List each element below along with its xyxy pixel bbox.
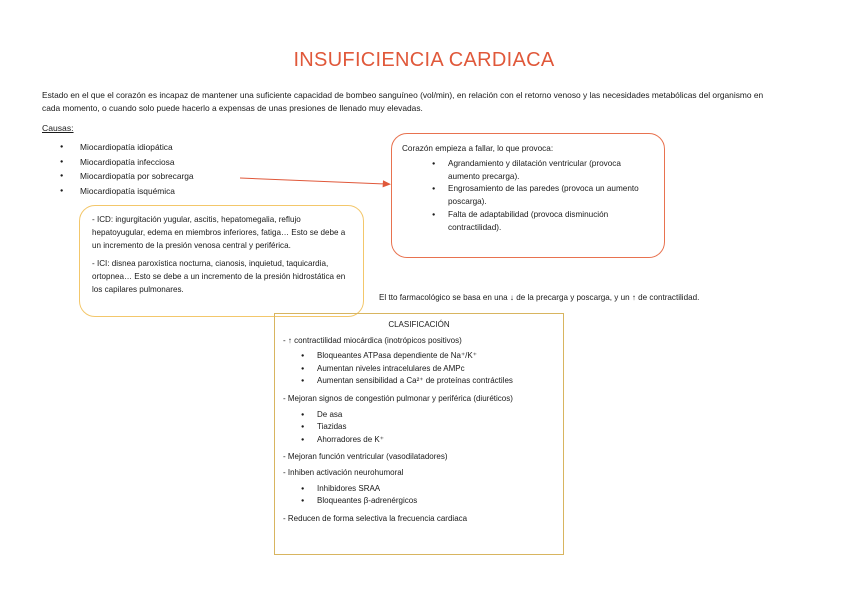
icd-text: - ICD: ingurgitación yugular, ascitis, hepatomegalia, reflujo hepatoyugular, edema en miembros inferiores, fatiga… Esto se debe a un incremento de la presión venosa central y periférica. bbox=[92, 215, 346, 250]
list-item: ● Bloqueantes ATPasa dependiente de Na⁺/K⁺ bbox=[283, 350, 555, 363]
causas-list bbox=[60, 140, 194, 198]
group-title: - Mejoran función ventricular (vasodilatadores) bbox=[283, 452, 448, 462]
fallo-list bbox=[402, 158, 654, 235]
ici-text: - ICI: disnea paroxística nocturna, cianosis, inquietud, taquicardia, ortopnea… Esto se debe a un incremento de la presión hidrostática en los capilares pulmonares. bbox=[92, 259, 346, 294]
fallo-header: Corazón empieza a fallar, lo que provoca: bbox=[402, 144, 554, 153]
list-item: ● Ahorradores de K⁺ bbox=[283, 434, 555, 447]
tratamiento-text: El tto farmacológico se basa en una ↓ de la precarga y poscarga, y un ↑ de contractilidad. bbox=[379, 293, 700, 302]
group-list bbox=[283, 409, 555, 447]
sintomas-box bbox=[79, 205, 364, 317]
arrow-right-icon bbox=[240, 173, 392, 189]
group-title: - Inhiben activación neurohumoral bbox=[283, 467, 404, 477]
list-item: ● Aumentan niveles intracelulares de AMPc bbox=[283, 363, 555, 376]
list-item: ● De asa bbox=[283, 409, 555, 422]
causas-label: Causas: bbox=[42, 123, 74, 133]
list-item: ● Miocardiopatía por sobrecarga bbox=[60, 169, 194, 184]
list-item: ● Agrandamiento y dilatación ventricular (provoca aumento precarga). bbox=[402, 158, 654, 184]
list-item: ● Miocardiopatía infecciosa bbox=[60, 155, 194, 170]
list-item: ● Inhibidores SRAA bbox=[283, 483, 555, 496]
list-item: ● Engrosamiento de las paredes (provoca un aumento poscarga). bbox=[402, 183, 654, 209]
list-item: ● Tiazidas bbox=[283, 421, 555, 434]
fallo-box bbox=[391, 133, 665, 258]
list-item: ● Miocardiopatía isquémica bbox=[60, 184, 194, 199]
page-title: INSUFICIENCIA CARDIACA bbox=[293, 49, 555, 71]
intro-paragraph: Estado en el que el corazón es incapaz de mantener una suficiente capacidad de bombeo sanguíneo (vol/min), en relación con el retorno venoso y las necesidades metabólicas del organismo en cada momento, o cuando solo puede hacerlo a expensas de unas presiones de llenado muy elevadas. bbox=[42, 90, 764, 113]
list-item: ● Bloqueantes β-adrenérgicos bbox=[283, 495, 555, 508]
clasificacion-box bbox=[274, 313, 564, 555]
list-item: ● Aumentan sensibilidad a Ca²⁺ de proteínas contráctiles bbox=[283, 375, 555, 388]
group-list bbox=[283, 350, 555, 388]
clasificacion-header: CLASIFICACIÓN bbox=[388, 320, 450, 329]
list-item: ● Miocardiopatía idiopática bbox=[60, 140, 194, 155]
group-list bbox=[283, 483, 555, 508]
group-title: - Reducen de forma selectiva la frecuencia cardiaca bbox=[283, 513, 468, 523]
group-title: - ↑ contractilidad miocárdica (inotrópicos positivos) bbox=[283, 335, 462, 345]
group-title: - Mejoran signos de congestión pulmonar y periférica (diuréticos) bbox=[283, 393, 513, 403]
list-item: ● Falta de adaptabilidad (provoca disminución contractilidad). bbox=[402, 209, 654, 235]
